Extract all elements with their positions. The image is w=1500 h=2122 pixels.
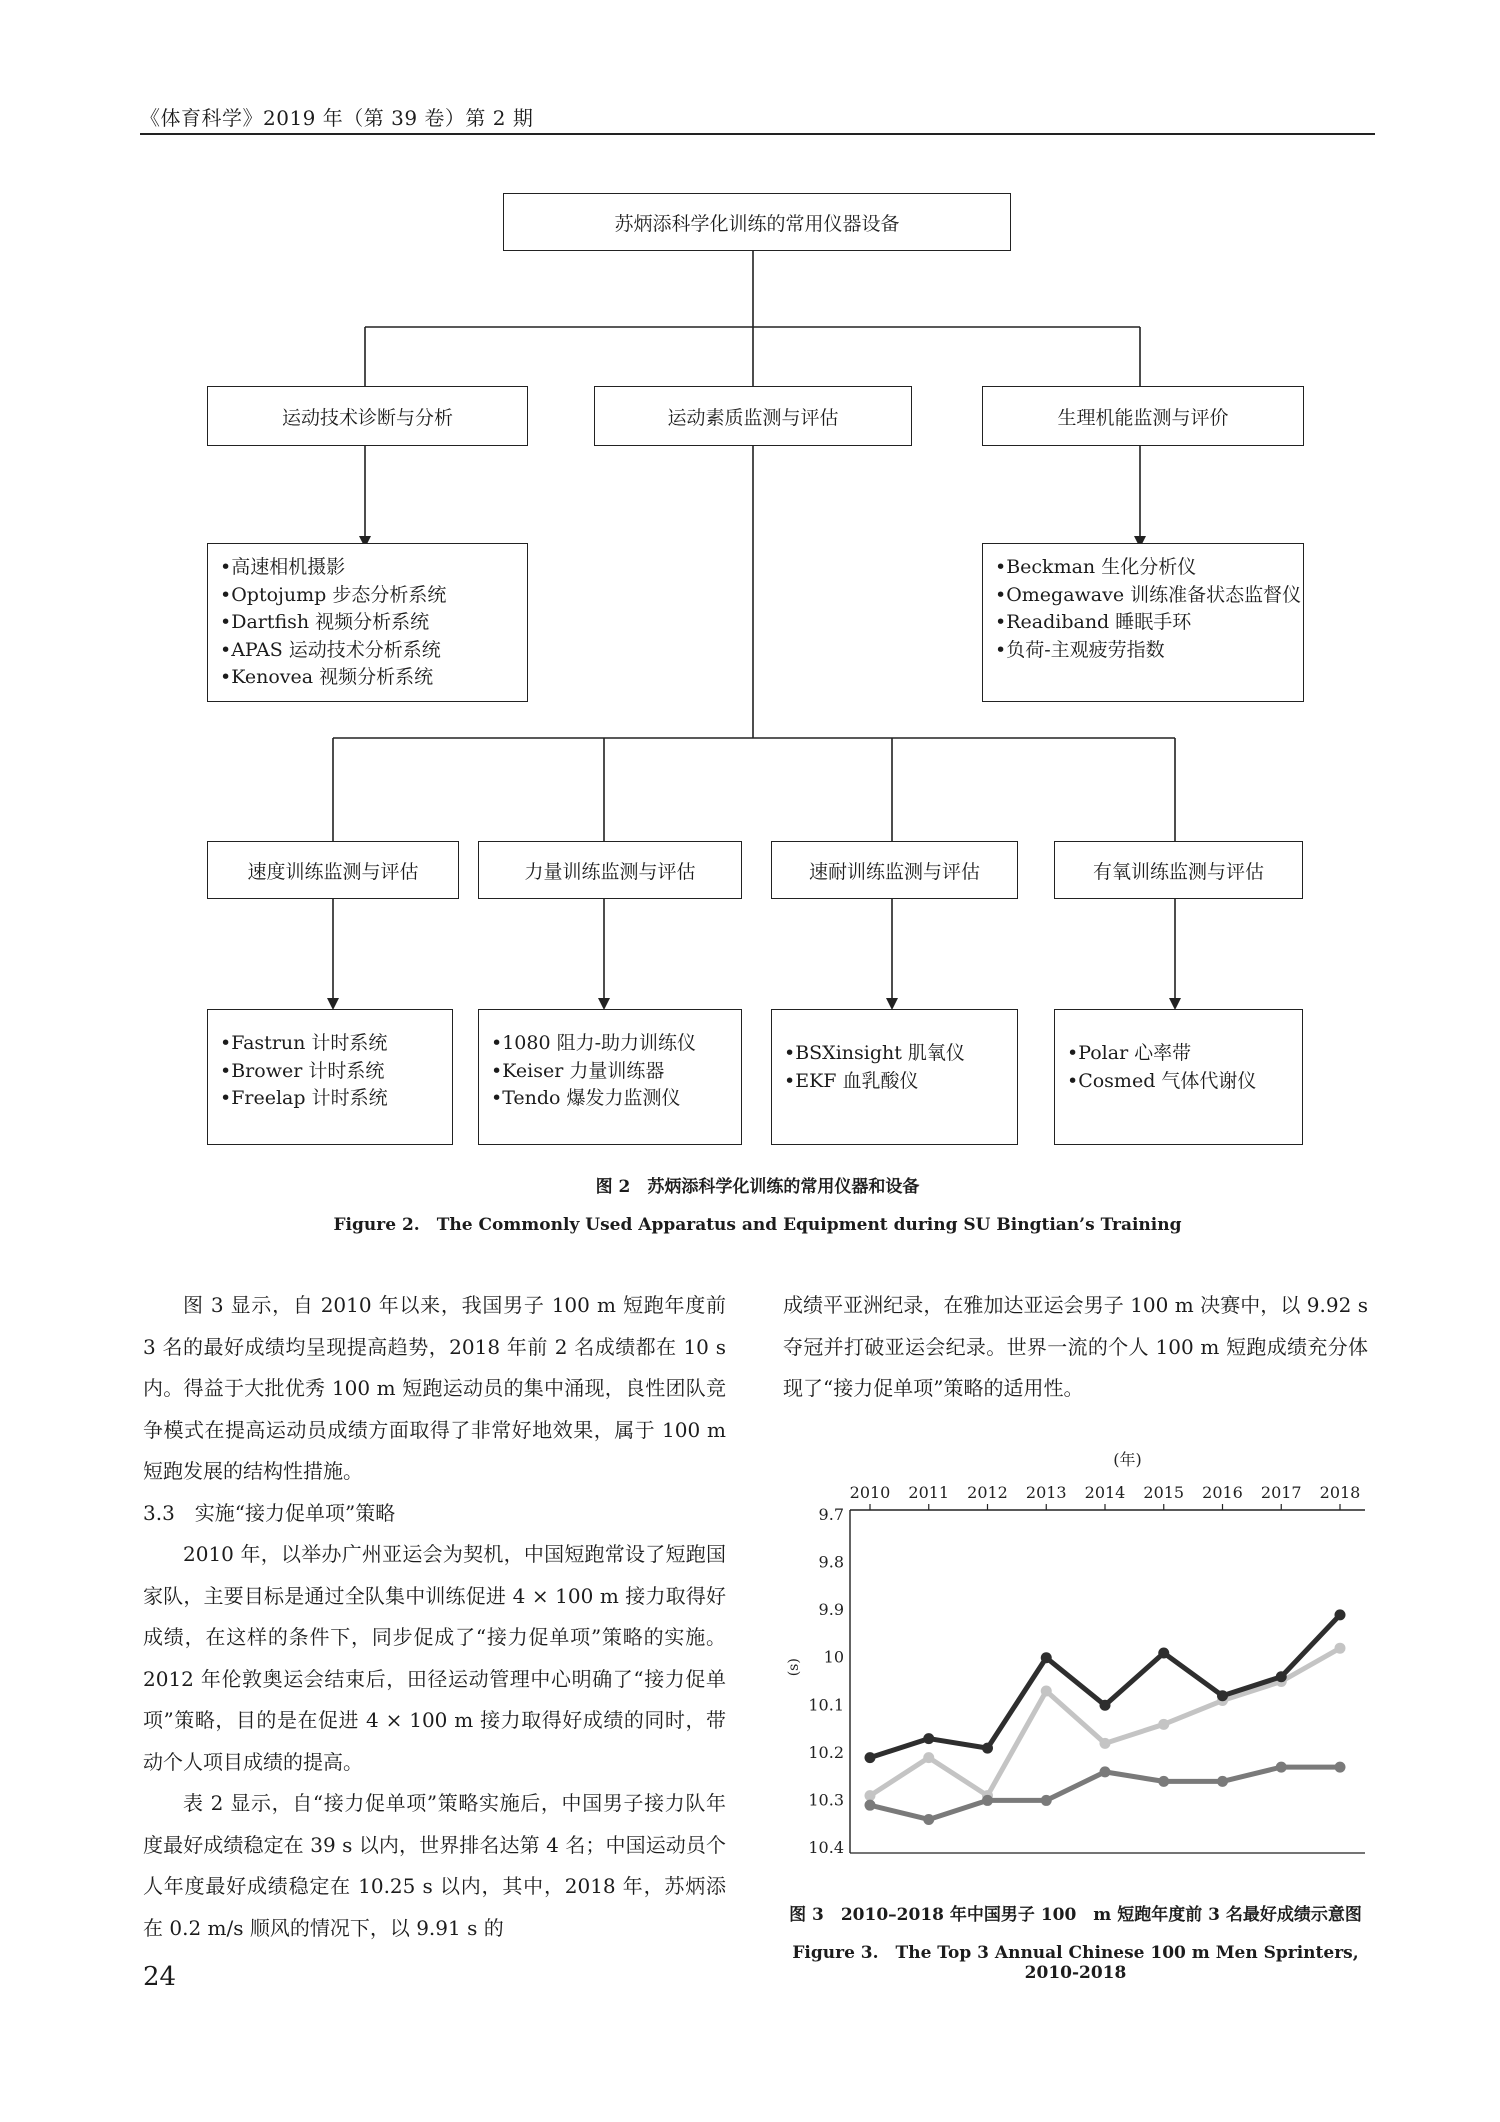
left-text-column xyxy=(143,1285,726,1949)
list-item: •Omegawave 训练准备状态监督仪 xyxy=(995,583,1302,606)
series-point xyxy=(1335,1609,1346,1620)
series-point xyxy=(1158,1776,1169,1787)
series-point xyxy=(1158,1647,1169,1658)
list-item: •Optojump 步态分析系统 xyxy=(220,583,447,606)
tech-equipment-list xyxy=(207,543,528,702)
y-tick-label: 10.2 xyxy=(808,1742,844,1762)
series-point xyxy=(865,1800,876,1811)
paragraph: 表 2 显示，自“接力促单项”策略实施后，中国男子接力队年度最好成绩稳定在 39 s 以内，世界排名达第 4 名；中国运动员个人年度最好成绩稳定在 10.25 s 以内，其中，2018 年，苏炳添在 0.2 m/s 顺风的情况下，以 9.91 s 的 xyxy=(143,1791,726,1940)
series-point xyxy=(1335,1762,1346,1773)
x-tick-label: 2016 xyxy=(1202,1483,1243,1502)
node-fitness-monitoring: 运动素质监测与评估 xyxy=(594,386,912,446)
figure2-caption-en: Figure 2. The Commonly Used Apparatus and Equipment during SU Bingtian’s Training xyxy=(333,1215,1182,1235)
x-tick-label: 2015 xyxy=(1143,1483,1185,1502)
series-point xyxy=(1100,1766,1111,1777)
y-tick-label: 10 xyxy=(823,1647,844,1667)
series-point xyxy=(1276,1762,1287,1773)
series-point xyxy=(1217,1776,1228,1787)
series-point xyxy=(865,1790,876,1801)
series-point xyxy=(923,1733,934,1744)
section-heading: 3.3 实施“接力促单项”策略 xyxy=(143,1500,396,1525)
x-tick-label: 2018 xyxy=(1319,1483,1361,1502)
series-point xyxy=(1041,1686,1052,1697)
y-tick-label: 10.4 xyxy=(808,1838,844,1857)
node-physiology-monitoring: 生理机能监测与评价 xyxy=(982,386,1304,446)
series-point xyxy=(1041,1652,1052,1663)
list-item: •负荷-主观疲劳指数 xyxy=(995,638,1165,661)
figure3-caption-cn: 图 3 2010–2018 年中国男子 100 m 短跑年度前 3 名最好成绩示意图 xyxy=(789,1905,1362,1925)
x-tick-label: 2012 xyxy=(967,1483,1008,1502)
series-point xyxy=(1041,1795,1052,1806)
list-item: •高速相机摄影 xyxy=(220,556,346,578)
list-item: •EKF 血乳酸仪 xyxy=(784,1069,919,1092)
series-point xyxy=(1100,1738,1111,1749)
strength-equipment-list xyxy=(478,1009,742,1145)
y-tick-label: 9.7 xyxy=(818,1505,844,1524)
node-speed-training: 速度训练监测与评估 xyxy=(207,841,459,899)
y-axis-label: (s) xyxy=(786,1658,802,1677)
aerobic-equipment-list xyxy=(1054,1009,1303,1145)
node-aerobic-training: 有氧训练监测与评估 xyxy=(1054,841,1303,899)
node-speed-endurance-training: 速耐训练监测与评估 xyxy=(771,841,1018,899)
series-point xyxy=(1158,1719,1169,1730)
series-point xyxy=(923,1814,934,1825)
list-item: •Dartfish 视频分析系统 xyxy=(220,611,430,633)
figure3-line-chart xyxy=(780,1440,1370,1860)
list-item: •APAS 运动技术分析系统 xyxy=(220,638,441,661)
endurance-equipment-list xyxy=(771,1009,1018,1145)
series-point xyxy=(982,1743,993,1754)
series-point xyxy=(923,1752,934,1763)
right-text-column xyxy=(783,1285,1368,1410)
x-tick-label: 2010 xyxy=(849,1483,891,1502)
physio-equipment-list xyxy=(982,543,1304,702)
list-item: •BSXinsight 肌氧仪 xyxy=(784,1042,965,1064)
series-point xyxy=(1100,1700,1111,1711)
series-point xyxy=(865,1752,876,1763)
x-tick-label: 2017 xyxy=(1260,1483,1302,1502)
list-item: •Freelap 计时系统 xyxy=(220,1087,388,1109)
list-item: •Cosmed 气体代谢仪 xyxy=(1067,1069,1257,1092)
series-point xyxy=(1335,1643,1346,1654)
y-tick-label: 9.8 xyxy=(818,1552,844,1572)
list-item: •Tendo 爆发力监测仪 xyxy=(491,1087,681,1109)
x-tick-label: 2014 xyxy=(1084,1483,1126,1502)
x-tick-label: 2011 xyxy=(908,1483,950,1502)
x-axis-label: (年) xyxy=(1113,1450,1142,1469)
list-item: •Readiband 睡眠手环 xyxy=(995,611,1192,633)
page-number: 24 xyxy=(143,1962,177,1992)
node-technique-analysis: 运动技术诊断与分析 xyxy=(207,386,528,446)
paragraph: 2010 年，以举办广州亚运会为契机，中国短跑常设了短跑国家队，主要目标是通过全队集中训练促进 4 × 100 m 接力取得好成绩，在这样的条件下，同步促成了“接力促单项”策略的实施。2012 年伦敦奥运会结束后，田径运动管理中心明确了“接力促单项”策略，目的是在促进 4 × 100 m 接力取得好成绩的同时，带动个人项目成绩的提高。 xyxy=(143,1542,726,1774)
list-item: •Fastrun 计时系统 xyxy=(220,1032,388,1054)
figure3-caption-en: Figure 3. The Top 3 Annual Chinese 100 m Men Sprinters, 2010-2018 xyxy=(792,1943,1359,1983)
y-tick-label: 9.9 xyxy=(818,1600,844,1620)
list-item: •Brower 计时系统 xyxy=(220,1059,385,1082)
list-item: •Beckman 生化分析仪 xyxy=(995,556,1197,578)
speed-equipment-list xyxy=(207,1009,453,1145)
x-tick-label: 2013 xyxy=(1025,1483,1067,1502)
series-point xyxy=(1217,1690,1228,1701)
journal-header: 《体育科学》2019 年（第 39 卷）第 2 期 xyxy=(140,106,534,130)
series-point xyxy=(982,1795,993,1806)
paragraph: 图 3 显示，自 2010 年以来，我国男子 100 m 短跑年度前 3 名的最好成绩均呈现提高趋势，2018 年前 2 名成绩都在 10 s 内。得益于大批优秀 100 m 短跑运动员的集中涌现，良性团队竞争模式在提高运动员成绩方面取得了非常好地效果，属于 100 m 短跑发展的结构性措施。 xyxy=(143,1293,726,1483)
list-item: •1080 阻力-助力训练仪 xyxy=(491,1032,697,1054)
list-item: •Keiser 力量训练器 xyxy=(491,1059,665,1082)
paragraph: 成绩平亚洲纪录，在雅加达亚运会男子 100 m 决赛中，以 9.92 s 夺冠并打破亚运会纪录。世界一流的个人 100 m 短跑成绩充分体现了“接力促单项”策略的适用性。 xyxy=(783,1293,1368,1400)
node-strength-training: 力量训练监测与评估 xyxy=(478,841,742,899)
figure2-caption-cn: 图 2 苏炳添科学化训练的常用仪器和设备 xyxy=(595,1177,920,1197)
y-tick-label: 10.3 xyxy=(808,1790,844,1810)
diagram-root-node: 苏炳添科学化训练的常用仪器设备 xyxy=(503,193,1011,251)
list-item: •Polar 心率带 xyxy=(1067,1042,1192,1064)
y-tick-label: 10.1 xyxy=(808,1695,844,1715)
series-point xyxy=(1276,1671,1287,1682)
list-item: •Kenovea 视频分析系统 xyxy=(220,666,434,688)
